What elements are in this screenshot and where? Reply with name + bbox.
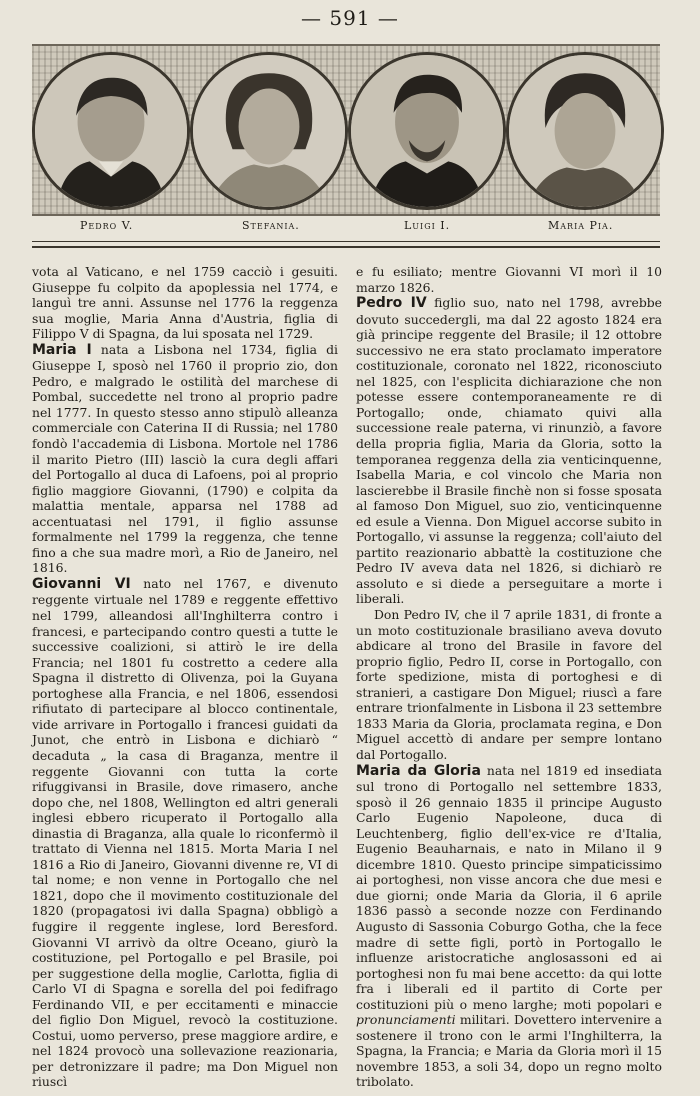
- paragraph-maria-i: [32, 342, 338, 576]
- heading-maria-i: Maria I: [32, 341, 92, 358]
- paragraph-text: nata a Lisbona nel 1734, figlia di Giuseppe I, sposò nel 1760 il proprio zio, don Pedro, e malgrado le ostilità del marchese di Pombal, succedette nel trono al proprio padre nel 1777. In questo stesso anno stipulò alleanza commerciale con Caterina II di Russia; nel 1780 fondò l'accademia di Lisbona. Mortole nel 1786 il marito Pietro (III) lasciò la cura degli affari del Portogallo al duca di Lafoens, poi al proprio figlio maggiore Giovanni, (1790) e colpita da malattia mentale, apparsa nel 1788 ad accentuatasi nel 1791, il figlio assunse formalmente nel 1799 la reggenza, che tenne fino a che sua madre morì, a Rio de Janeiro, nel 1816.: [32, 341, 338, 576]
- paragraph-maria-da-gloria: [356, 763, 662, 1090]
- page-number: — 591 —: [301, 6, 399, 30]
- portrait-pedro-v-image: [35, 55, 187, 207]
- paragraph-text: nato nel 1767, e divenuto reggente virtuale nel 1789 e reggente effettivo nel 1799, alleandosi all'Inghilterra contro i francesi, e partecipando contro questi a tutte le successive coalizioni, si attirò le ire della Francia; nel 1801 fu costretto a cedere alla Spagna il distretto di Olivenza, poi la Guyana portoghese alla Francia, e nel 1806, essendosi rifiutato di partecipare al blocco continentale, vide arrivare in Portogallo i francesi guidati da Junot, che entrò in Lisbona e dichiarò “ decaduta „ la casa di Braganza, mentre il reggente Giovanni con tutta la corte rifuggivansi in Brasile, dove rimasero, anche dopo che, nel 1808, Wellington ed altri generali inglesi ebbero ricuperato il Portogallo alla dinastia di Braganza, alla quale lo riconfermò il trattato di Vienna nel 1815. Morta Maria I nel 1816 a Rio di Janeiro, Giovanni divenne re, VI di tal nome; e non venne in Portogallo che nel 1821, dopo che il movimento costituzionale del 1820 (propagatosi ivi dalla Spagna) obbligò a fuggire il reggente inglese, lord Beresford. Giovanni VI arrivò da oltre Oceano, giurò la costituzione, pel Portogallo e pel Brasile, poi per suggestione della moglie, Carlotta, figlia di Carlo VI di Spagna e sorella del poi fedifrago Ferdinando VII, e per eccitamenti e minaccie del figlio Don Miguel, revocò la costituzione. Costui, uomo perverso, prese maggiore ardire, e nel 1824 provocò una sollevazione reazionaria, per detronizzare il padre; ma Don Miguel non riuscì: [32, 575, 338, 1090]
- paragraph-text: e fu esiliato; mentre Giovanni VI morì il 10 marzo 1826.: [356, 264, 662, 295]
- divider-rule-thick: [32, 246, 660, 248]
- portrait-luigi-i-image: [351, 55, 503, 207]
- paragraph-text: Don Pedro IV, che il 7 aprile 1831, di fronte a un moto costituzionale brasiliano aveva dovuto abdicare al trono del Brasile in favore del proprio figlio, Pedro II, corse in Portogallo, con forte spedizione, mista di portoghesi e di stranieri, a castigare Don Miguel; riuscì a fare entrare trionfalmente in Lisbona il 23 settembre 1833 Maria da Gloria, proclamata regina, e Don Miguel accettò di andare per sempre lontano dal Portogallo.: [356, 607, 662, 762]
- caption-luigi-i: Luigi I.: [404, 219, 451, 232]
- heading-pedro-iv: Pedro IV: [356, 295, 427, 312]
- portrait-maria-pia-image: [509, 55, 661, 207]
- caption-pedro-v: Pedro V.: [80, 219, 134, 232]
- portrait-band: [32, 44, 660, 216]
- portrait-luigi-i: [348, 52, 506, 210]
- paragraph-text: militari. Dovettero intervenire a sostenere il trono con le armi l'Inghilterra, la Spagna, la Francia; e Maria da Gloria morì il 15 novembre 1853, a soli 34, dopo un regno molto tribolato.: [356, 1012, 662, 1090]
- caption-maria-pia: Maria Pia.: [548, 219, 614, 232]
- paragraph-text: figlio suo, nato nel 1798, avrebbe dovuto succedergli, ma dal 22 agosto 1824 era già principe reggente del Brasile; il 12 ottobre successivo ne era stato proclamato imperatore costituzionale, coronato nel 1822, riconosciuto nel 1825, con l'esplicita dichiarazione che non potesse essere contemporaneamente re di Portogallo; onde, chiamato quivi alla successione reale paterna, vi rinunziò, a favore della propria figlia, Maria da Gloria, sotto la temporanea reggenza della zia venticinquenne, Isabella Maria, e col vincolo che Maria non lascierebbe il Brasile finchè non si fosse sposata al famoso Don Miguel, suo zio, venticinquenne ed esule a Vienna. Don Miguel accorse subito in Portogallo, vi assunse la reggenza; coll'aiuto del partito reazionario abbattè la costituzione che Pedro IV aveva data nel 1826, si dichiarò re assoluto e si diede a perseguitare a morte i liberali.: [356, 295, 663, 607]
- paragraph-don-pedro: [356, 607, 662, 762]
- paragraph-giovanni-vi: [32, 576, 338, 1090]
- portrait-stefania: [190, 52, 348, 210]
- paragraph-text: vota al Vaticano, e nel 1759 cacciò i gesuiti. Giuseppe fu colpito da apoplessia nel 1774, e languì tre anni. Assunse nel 1776 la reggenza sua moglie, Maria Anna d'Austria, figlia di Filippo V di Spagna, da lui sposata nel 1729.: [32, 264, 338, 342]
- divider-rule: [32, 241, 660, 242]
- portrait-pedro-v: [32, 52, 190, 210]
- heading-giovanni-vi: Giovanni VI: [32, 575, 131, 592]
- paragraph-text: nata nel 1819 ed insediata sul trono di Portogallo nel settembre 1833, sposò il 26 gennaio 1835 il principe Augusto Carlo Eugenio Napoleone, duca di Leuchtenberg, figlio dell'ex-vice re d'Italia, Eugenio Beauharnais, e nato in Milano il 9 dicembre 1810. Questo principe simpaticissimo ai portoghesi, non visse ancora che due mesi e due giorni; onde Maria da Gloria, il 6 aprile 1836 passò a seconde nozze con Ferdinando Augusto di Sassonia Coburgo Gotha, che la fece madre di sette figli, portò in Portogallo le influenze aristocratiche anglosassoni ed ai portoghesi non fu mai bene accetto: da qui lotte fra i liberali ed il partito di Corte per costituzioni più o meno larghe; moti popolari e: [356, 762, 662, 1012]
- paragraph-continuation: [32, 264, 338, 342]
- right-column: [356, 264, 662, 1090]
- caption-stefania: Stefania.: [242, 219, 300, 232]
- paragraph-continuation: [356, 264, 662, 295]
- paragraph-pedro-iv: [356, 295, 662, 607]
- left-column: [32, 264, 338, 1090]
- heading-maria-da-gloria: Maria da Gloria: [356, 762, 481, 779]
- portrait-maria-pia: [506, 52, 664, 210]
- portrait-stefania-image: [193, 55, 345, 207]
- emphasis-text: pronunciamenti: [356, 1012, 456, 1028]
